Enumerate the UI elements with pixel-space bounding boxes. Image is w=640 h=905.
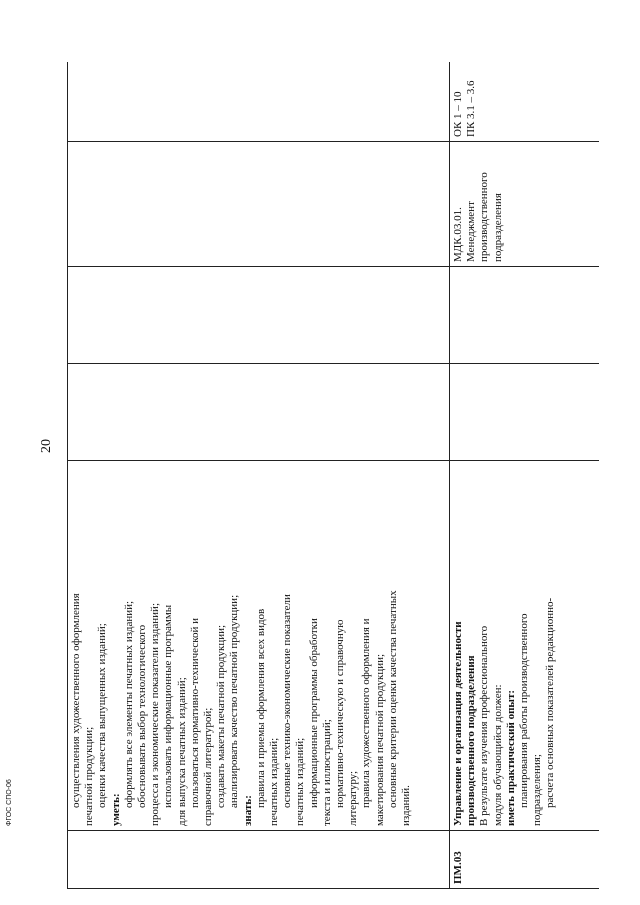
text-line: печатных изданий; bbox=[294, 737, 307, 826]
page-number: 20 bbox=[39, 439, 54, 453]
text-line: Менеджмент bbox=[465, 201, 478, 262]
text-line: печатных изданий; bbox=[268, 737, 281, 826]
text-line: осуществления художественного оформления bbox=[70, 593, 82, 808]
cell-content bbox=[68, 461, 450, 831]
rotated-table-wrapper bbox=[67, 62, 599, 889]
text-line: обосновывать выбор технологического bbox=[136, 624, 149, 808]
cell-empty bbox=[68, 267, 450, 364]
text-line: текста и иллюстраций; bbox=[320, 719, 333, 826]
cell-competences bbox=[450, 62, 600, 142]
text-line: создавать макеты печатной продукции; bbox=[215, 624, 228, 808]
text-line: литературу; bbox=[347, 770, 360, 826]
text-line: ОК 1 – 10 bbox=[452, 91, 464, 137]
cell-empty bbox=[450, 364, 600, 461]
text-line: для выпуска печатных изданий; bbox=[175, 677, 188, 826]
text-line: иметь практический опыт: bbox=[504, 689, 517, 826]
text-line: основные технико-экономические показатели bbox=[281, 594, 294, 808]
rotated-page bbox=[67, 62, 599, 889]
text-line: подразделения; bbox=[531, 754, 544, 826]
text-line: правила и приемы оформления всех видов bbox=[254, 608, 267, 808]
text-line: правила художественного оформления и bbox=[360, 618, 373, 808]
text-line: оформлять все элементы печатных изданий; bbox=[122, 600, 135, 808]
text-line: изданий. bbox=[400, 785, 413, 826]
text-line: В результате изучения профессионального bbox=[478, 625, 491, 826]
text-line: планирования работы производственного bbox=[518, 613, 531, 808]
cell-empty bbox=[450, 267, 600, 364]
text-line: печатной продукции; bbox=[83, 726, 96, 826]
table-row bbox=[68, 62, 450, 889]
text-line: процесса и экономические показатели изданий; bbox=[149, 603, 162, 826]
curriculum-table bbox=[67, 62, 599, 889]
text-line: информационные программы обработки bbox=[307, 618, 320, 808]
text-line: знать: bbox=[241, 795, 254, 826]
text-line: макетирования печатной продукции; bbox=[373, 653, 386, 826]
text-line: нормативно-техническую и справочную bbox=[334, 619, 347, 808]
cell-course bbox=[450, 142, 600, 267]
text-line: анализировать качество печатной продукции; bbox=[228, 594, 241, 808]
text-line: уметь: bbox=[109, 793, 122, 826]
text-line: справочной литературой; bbox=[202, 707, 215, 826]
cell-course bbox=[68, 142, 450, 267]
text-line: пользоваться нормативно-технической и bbox=[188, 617, 201, 808]
cell-index bbox=[68, 831, 450, 889]
text-line: расчета основных показателей редакционно- bbox=[544, 597, 557, 808]
text-line: модуля обучающийся должен: bbox=[491, 684, 504, 826]
text-line: оценки качества выпущенных изданий; bbox=[96, 623, 109, 808]
text-line: использовать информационные программы bbox=[162, 604, 175, 808]
text-line: подразделения bbox=[491, 193, 504, 262]
cell-empty bbox=[68, 364, 450, 461]
footer-code: ФГОС СПО-06 bbox=[6, 779, 13, 826]
table-row bbox=[450, 62, 600, 889]
cell-competences bbox=[68, 62, 450, 142]
text-line: МДК.03.01. bbox=[452, 207, 464, 262]
text-line: Управление и организация деятельности bbox=[452, 621, 464, 826]
text-line: производственного bbox=[478, 172, 491, 262]
text-line: основные критерии оценки качества печатных bbox=[386, 590, 399, 808]
cell-content bbox=[450, 461, 600, 831]
text-line: производственного подразделения bbox=[465, 655, 478, 826]
cell-index: ПМ.03 bbox=[450, 831, 600, 889]
text-line: ПК 3.1 – 3.6 bbox=[465, 80, 478, 137]
